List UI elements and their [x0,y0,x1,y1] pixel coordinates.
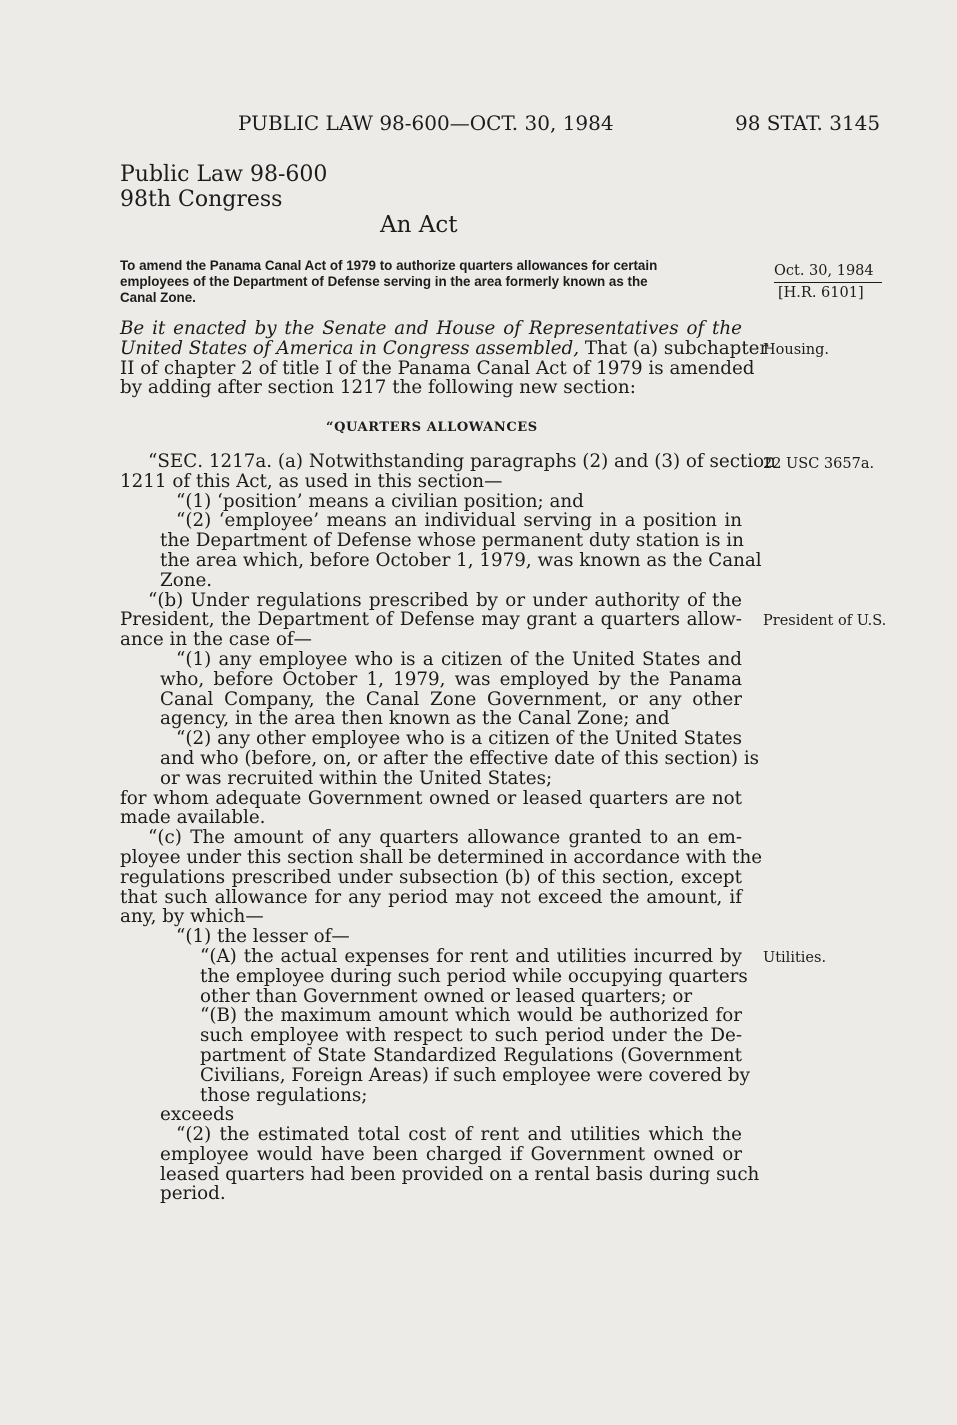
statute-page-number: 98 STAT. 3145 [735,111,881,135]
body-line: “(c) The amount of any quarters allowance granted to an em- [148,827,742,849]
act-title: An Act [380,212,458,238]
body-line: “(1) any employee who is a citizen of the United States and [176,648,742,670]
body-line: and who (before, on, or after the effective date of this section) is [160,747,760,769]
body-line: partment of State Standardized Regulations (Government [200,1044,742,1066]
margin-note-housing: Housing. [763,342,830,358]
body-line: “(1) the lesser of— [176,926,350,948]
body-line: other than Government owned or leased quarters; or [200,985,693,1007]
body-line: the employee during such period while occupying quarters [200,965,748,987]
body-line: any, by which— [120,906,264,928]
body-line: 1211 of this Act, as used in this section— [120,470,503,492]
body-line: “(b) Under regulations prescribed by or under authority of the [148,589,742,611]
body-line: made available. [120,807,266,829]
purpose-line: employees of the Department of Defense serving in the area formerly known as the [120,274,648,289]
margin-divider [774,282,882,283]
purpose-line: To amend the Panama Canal Act of 1979 to authorize quarters allowances for certain [120,258,658,273]
body-line: “(2) the estimated total cost of rent and utilities which the [176,1124,742,1146]
body-line: the Department of Defense whose permanent duty station is in [160,530,744,552]
body-line: or was recruited within the United States; [160,767,553,789]
running-head: PUBLIC LAW 98-600—OCT. 30, 1984 [238,111,614,135]
margin-note-president: President of U.S. [763,613,887,629]
enacting-line [120,319,742,339]
body-line: who, before October 1, 1979, was employed by the Panama [160,668,742,690]
purpose-line: Canal Zone. [120,290,196,305]
enacting-clause [120,318,769,399]
margin-note-utilities: Utilities. [763,950,827,966]
enacting-line: by adding after section 1217 the following new section: [120,377,636,399]
sec-rest: . 1217a. (a) Notwithstanding paragraphs (2) and (3) of section [197,451,776,472]
body-line: agency, in the area then known as the Canal Zone; and [160,708,670,730]
body-line: that such allowance for any period may not exceed the amount, if [120,886,742,908]
body-line: “(B) the maximum amount which would be authorized for [200,1005,742,1027]
congress: 98th Congress [120,187,283,212]
margin-date: Oct. 30, 1984 [774,263,874,279]
body-line: employee would have been charged if Government owned or [160,1143,742,1165]
body-line: regulations prescribed under subsection (b) of this section, except [120,866,742,888]
body-line: those regulations; [200,1084,368,1106]
body-line: such employee with respect to such period under the De- [200,1025,742,1047]
enacting-italic: Be it enacted by the Senate and House of Representatives of the [120,318,742,339]
body-line: “(A) the actual expenses for rent and utilities incurred by [200,945,742,967]
body-line: President, the Department of Defense may grant a quarters allow- [120,609,742,631]
body-line: ployee under this section shall be determined in accordance with the [120,846,763,868]
body-line: “(2) ‘employee’ means an individual serving in a position in [176,510,742,532]
body-line [120,451,776,472]
body-line: Civilians, Foreign Areas) if such employee were covered by [200,1064,750,1086]
body-line: period. [160,1183,226,1205]
body-line: “(1) ‘position’ means a civilian position; and [176,490,584,512]
body-line: exceeds [160,1104,235,1126]
law-number: Public Law 98-600 [120,162,328,187]
body-line: Canal Company, the Canal Zone Government, or any other [160,688,742,710]
margin-bill-number: [H.R. 6101] [778,285,864,301]
body-line: the area which, before October 1, 1979, was known as the Canal [160,549,762,571]
body-line: “(2) any other employee who is a citizen of the United States [176,728,742,750]
enacting-line: II of chapter 2 of title I of the Panama Canal Act of 1979 is amended [120,357,755,379]
sec-smallcaps: EC [169,451,198,472]
enacting-line [120,337,769,359]
section-body [120,451,776,1205]
body-line: for whom adequate Government owned or leased quarters are not [120,787,742,809]
body-line: ance in the case of— [120,629,312,651]
body-line: Zone. [160,569,213,591]
sec-prefix: “S [148,451,170,472]
enacting-italic: United States of America in Congress assembled, [120,337,580,359]
body-line: leased quarters had been provided on a rental basis during such [160,1163,760,1185]
section-heading: “QUARTERS ALLOWANCES [326,420,538,435]
purpose-statement [120,258,750,306]
enacting-text: That (a) subchapter [579,337,769,359]
margin-note-usc: 22 USC 3657a. [763,456,875,472]
